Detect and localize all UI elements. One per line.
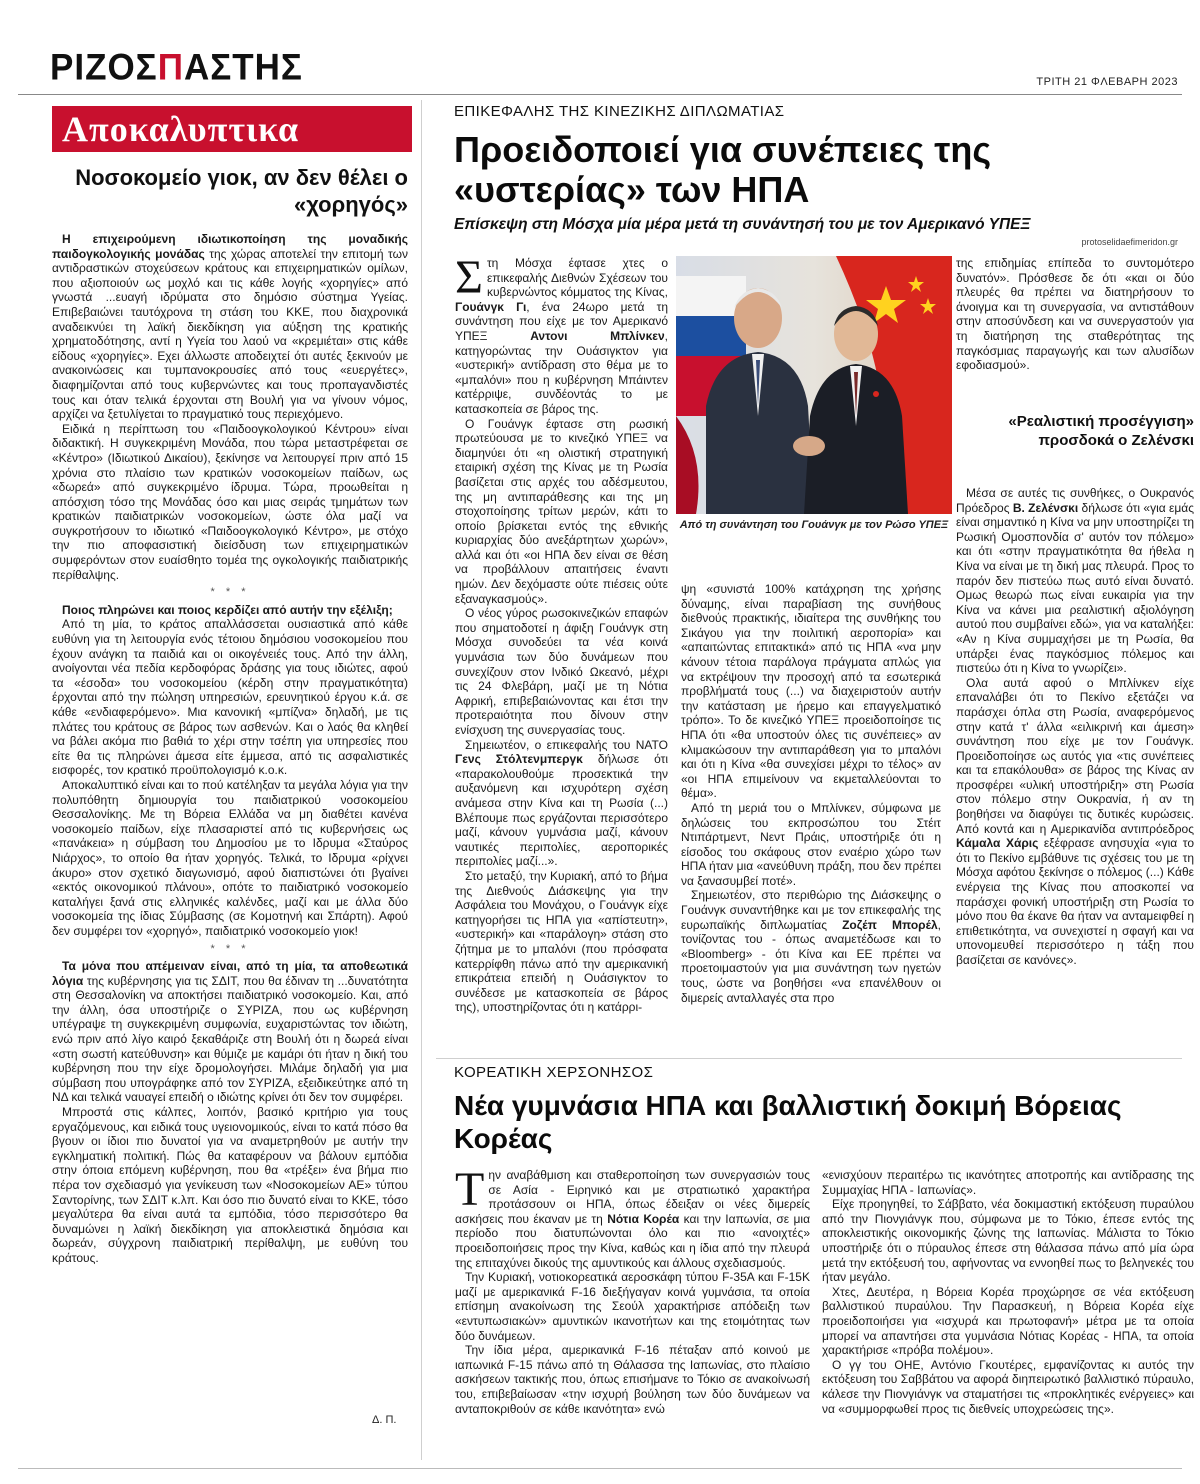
story2-headline: Νέα γυμνάσια ΗΠΑ και βαλλιστική δοκιμή Βόρειας Κορέας bbox=[454, 1090, 1122, 1154]
left-headline: Νοσοκομείο γιοκ, αν δεν θέλει ο «χορηγός» bbox=[75, 165, 408, 217]
drop-cap: Σ bbox=[455, 251, 483, 304]
masthead-mark: Π bbox=[157, 47, 184, 88]
story1-subhead: Επίσκεψη στη Μόσχα μία μέρα μετά τη συνάντησή του με τον Αμερικανό ΥΠΕΞ bbox=[454, 216, 1031, 233]
section-separator: * * * bbox=[210, 942, 250, 955]
story-separator-rule bbox=[436, 1058, 1182, 1059]
photo-caption: Από τη συνάντηση του Γουάνγκ με τον Ρώσο ΥΠΕΞ bbox=[679, 519, 949, 531]
story1-headline: Προειδοποιεί για συνέπειες της «υστερίας» των ΗΠΑ bbox=[454, 129, 992, 210]
story1-intertitle: «Ρεαλιστική προσέγγιση» προσδοκά ο Ζελένσκι bbox=[1008, 413, 1194, 449]
story2-kicker: ΚΟΡΕΑΤΙΚΗ ΧΕΡΣΟΝΗΣΟΣ bbox=[454, 1064, 654, 1081]
masthead-logo: ΡΙΖΟΣΠΑΣΤΗΣ bbox=[50, 47, 303, 88]
left-article-body: Η επιχειρούμενη ιδιωτικοποίηση της μοναδικής παιδογκολογικής μονάδας της χώρας αποτελεί την επιτομή των αντιδραστικών στοχεύσεων κράτους και επιχειρηματικών ομίλων, που αξιοποιούν ως μοχλό και τις κάθε λογής «χορηγίες» από γνωστά ...ευαγή ιδρύματα στο δημόσιο σύστημα Υγείας. Επιβεβαιώνει ταυτόχρονα τη στάση του ΚΚΕ, που διαχρονικά αναδεικνύει τη λαϊκή διεκδίκηση για αύξηση της κρατικής χρηματοδότησης, αντί η Υγεία του λαού να «κρεμιέται» στις κάθε είδους «χορηγίες». Εχει άλλωστε αποδειχτεί ότι αυτές ξεκινούν με ανακοινώσεις και τυμπανοκρουσίες από τους «ευεργέτες», διαφημίζονται από τους κυβερνώντες και τους προπαγανδιστές τους και όταν τελικά έρχονται στη Βουλή για να γίνουν νόμος, αρχίζει να ξετυλίγεται το πραγματικό τους περιεχόμενο. Ειδικά η περίπτωση του «Παιδοογκολογικού Κέντρου» είναι διδακτική. Η συγκεκριμένη Μονάδα, που τώρα μεταστρέφεται σε «Κέντρο» (Ιδιωτικού Δικαίου), ξεκίνησε να λειτουργεί πριν από 15 χρόνια στο πλαίσιο των κρατικών νοσοκομείων παίδων, ως «δωρεά» από συγκεκριμένο ίδρυμα. Τώρα, προωθείται η απόσχιση τόσο της Μονάδας όσο και μιας σειράς τμημάτων των κρατικών παιδιατρικών νοσοκομείων, ώστε όλα μαζί να συγκροτήσουν το ιδιωτικό «Παιδοογκολογικό Κέντρο», με στόχο την πιο αποφασιστική διείσδυση των επιχειρηματικών συμφερόντων στον ευαίσθητο τομέα της ογκολογικής παιδιατρικής περίθαλψης. * * * Ποιος πληρώνει και ποιος κερδίζει από αυτήν την εξέλιξη; Από τη μία, το κράτος απαλλάσσεται ουσιαστικά από κάθε ευθύνη για τη λειτουργία ενός τέτοιου δημόσιου νοσοκομείου που έχουν ανάγκη τα παιδιά και οι οικογένειές τους. Από την άλλη, ανοίγονται νέα πεδία κερδοφόρας δράσης για τους ιδιώτες, αφού τα «έσοδα» του νοσοκομείου (κέρδη στην πραγματικότητα) έρχονται από την πώληση υπηρεσιών, ερευνητικού έργου κ.ά. σε κάθε «ενδιαφερόμενο». Μια κανονική «μπίζνα» δηλαδή, με τις πλάτες του κράτους σε βάρος των ασθενών. Και ο λαός θα κληθεί να βάλει ακόμα πιο βαθιά το χέρι στην τσέπη για υπηρεσίες που είτε θα τις πληρώνει άμεσα είτε έμμεσα, από τις ασφαλιστικές εισφορές, τον κρατικό προϋπολογισμό κ.ο.κ. Αποκαλυπτικό είναι και το πού κατέληξαν τα μεγάλα λόγια για την πολυπόθητη δημιουργία του παιδιατρικού νοσοκομείου Θεσσαλονίκης. Με τη Βόρεια Ελλάδα να μη διαθέτει κανένα νοσοκομείο παίδων, είχε πλασαριστεί από τις κυβερνήσεις ως «πανάκεια» η σύμβαση του Δημοσίου με το Ιδρυμα «Σταύρος Νιάρχος», το οποίο θα ήταν χορηγός. Τελικά, το Ιδρυμα «ρίχνει άκυρο» στον σχετικό διαγωνισμό, αφού διαπιστώνει ότι βγαίνει «εκτός οικονομικού πλάνου», οπότε το παιδιατρικό νοσοκομείο καταλήγει ξανά στις ελληνικές καλένδες, μαζί και με άλλα δύο νοσοκομεία της ίδιας Σύμβασης (σε Κομοτηνή και Σπάρτη). Αφού δεν συμφέρει τον «χορηγό», παιδιατρικό νοσοκομείο γιοκ! * * * Τα μόνα που απέμειναν είναι, από τη μία, τα αποθεωτικά λόγια της κυβέρνησης για τις ΣΔΙΤ, που θα έδιναν τη ...δυνατότητα στη Θεσσαλονίκη να αποκτήσει παιδιατρικό νοσοκομείο. Και, από την άλλη, όσα υποστήριζε ο ΣΥΡΙΖΑ, που ως κυβέρνηση υπέγραψε τη συγκεκριμένη συμφωνία, ευχαριστώντας τον ιδιώτη, ενώ πριν από λίγο καιρό ξεκαθάριζε στη Βουλή ότι η δωρεά είναι «στη σωστή κατεύθυνση» και θύμιζε με καμάρι ότι ήταν η δική του κυβέρνηση που την είχε δρομολογήσει. Μιλάμε δηλαδή για μια σύμβαση που υπογράφηκε από τον ΣΥΡΙΖΑ, εξειδικεύτηκε από τη ΝΔ και τελικά ναυαγεί επειδή ο ιδιώτης κρίνει ότι δεν τον συμφέρει. Μπροστά στις κάλπες, λοιπόν, βασικό κριτήριο για τους εργαζόμενους, και ειδικά τους υγειονομικούς, είναι το κατά πόσο θα βγουν οι ίδιοι πιο δυνατοί για να αναμετρηθούν με αυτήν την εγκληματική πολιτική. Πώς θα καταφέρουν να βάλουν εμπόδια στην όποια επόμενη κυβέρνηση, που θα «τρέξει» ένα βήμα πιο πέρα τον σχεδιασμό για γενίκευση των «Νοσοκομείων ΑΕ» τύπου Σαντορίνης, των ΣΔΙΤ κ.λπ. Και όσο πιο δυνατό είναι το ΚΚΕ, τόσο μεγαλύτερα θα είναι αυτά τα εμπόδια, τόσο περισσότερο θα δυναμώνει η λαϊκή διεκδίκηση για αποκλειστικά δημόσια και δωρεάν, σύγχρονη παιδιατρική περίθαλψη, με ευθύνη του κράτους. bbox=[52, 232, 409, 1265]
story1-kicker: ΕΠΙΚΕΦΑΛΗΣ ΤΗΣ ΚΙΝΕΖΙΚΗΣ ΔΙΠΛΩΜΑΤΙΑΣ bbox=[454, 103, 785, 120]
author-signature: Δ. Π. bbox=[372, 1414, 397, 1426]
masthead-rule bbox=[18, 94, 1182, 95]
story2-column-2: «ενισχύουν περαιτέρω τις ικανότητες αποτροπής και αντίδρασης της Συμμαχίας ΗΠΑ - Ιαπωνίας». Είχε προηγηθεί, το Σάββατο, νέα δοκιμαστική εκτόξευση πυραύλου από την Πιονγιάνγκ που, σύμφωνα με το Τόκιο, έπεσε εντός της αποκλειστικής οικονομικής ζώνης της Ιαπωνίας. Μάλιστα το Τόκιο υποστήριξε ότι ο πύραυλος έπεσε στη θάλασσα πάνω από μία ώρα μετά την εκτόξευσή του, αφήνοντας να εννοηθεί πως το βεληνεκές του ήταν μεγάλο. Χτες, Δευτέρα, η Βόρεια Κορέα προχώρησε σε νέα εκτόξευση βαλλιστικού πυραύλου. Την Παρασκευή, η Βόρεια Κορέα είχε προειδοποιήσει για «ισχυρά και πρωτοφανή» μέτρα με τα οποία μπορεί να απαντήσει στα γυμνάσια Νότιας Κορέας - ΗΠΑ, τα οποία χαρακτήρισε «πρόβα πολέμου». Ο γγ του ΟΗΕ, Αντόνιο Γκουτέρες, εμφανίζοντας κι αυτός την εκτόξευση του Σαββάτου να αφορά διηπειρωτικό βαλλιστικό πύραυλο, κάλεσε την Πιονγιάνγκ να σταματήσει τις «προκλητικές ενέργειες» και να «συμμορφωθεί προς τις διεθνείς υποχρεώσεις της». bbox=[822, 1168, 1194, 1416]
story2-column-1: Την αναβάθμιση και σταθεροποίηση των συνεργασιών τους σε Ασία - Ειρηνικό και με στρατιωτικό χαρακτήρα προτάσσουν οι ΗΠΑ, όπως έδειξαν οι νέες διμερείς ασκήσεις που έκαναν με τη Νότια Κορέα και την Ιαπωνία, σε μια περίοδο που διατυπώνονται όλο και πιο «ανοιχτές» προειδοποιήσεις προς την Κίνα, καθώς και η ίδια από την πλευρά της επιταχύνει δικούς της αμυντικούς και άλλους σχεδιασμούς. Την Κυριακή, νοτιοκορεατικά αεροσκάφη τύπου F-35A και F-15K μαζί με αμερικανικά F-16 διεξήγαγαν κοινά γυμνάσια, τα οποία επίσημη ανακοίνωση της Σεούλ χαρακτήρισε απόδειξη των «εντυπωσιακών» αμυντικών ικανοτήτων και της ετοιμότητας των δύο δυνάμεων. Την ίδια μέρα, αμερικανικά F-16 πέταξαν από κοινού με ιαπωνικά F-15 πάνω από τη Θάλασσα της Ιαπωνίας, στο πλαίσιο ασκήσεων τακτικής που, όπως επισήμανε το Τόκιο σε ανακοίνωσή του, επιβεβαίωσαν «την ισχυρή βούληση των δύο δυνάμεων να ανταποκριθούν σε κάθε ικανότητα» ενώ bbox=[455, 1163, 811, 1416]
source-watermark: protoselidaefimeridon.gr bbox=[1081, 237, 1178, 247]
handshake-icon bbox=[793, 436, 825, 456]
section-banner: Αποκαλυπτικα bbox=[52, 106, 412, 152]
story1-column-3-continued: Μέσα σε αυτές τις συνθήκες, ο Ουκρανός Πρόεδρος Β. Ζελένσκι δήλωσε ότι «για εμάς είναι σημαντικό η Κίνα να μην υποστηρίζει τη Ρωσική Ομοσπονδία σ' αυτόν τον πόλεμο» και ότι «στην πραγματικότητα θα ήθελα η Κίνα να είναι με τη δική μας πλευρά. Προς το παρόν δεν πιστεύω πως αυτό είναι δυνατό. Ομως θεωρώ πως είναι ευκαιρία για την Κίνα να κάνει μια ρεαλιστική αξιολόγηση αυτού που συμβαίνει εδώ», για να καταλήξει: «Αν η Κίνα συμμαχήσει με τη Ρωσία, θα υπάρξει ένας παγκόσμιος πόλεμος και πιστεύω ότι η Κίνα το γνωρίζει». Ολα αυτά αφού ο Μπλίνκεν είχε επαναλάβει ότι το Πεκίνο εξετάζει να παράσχει όπλα στη Ρωσία, αναφερόμενος στην κατά τ' άλλα «ειλικρινή και άμεση» συνάντηση που είχε με τον Γουάνγκ. Προειδοποίησε ως αυτός για «τις συνέπειες και τα επακόλουθα» σε βάρος της Κίνας αν προσφέρει «υλική υποστήριξη» στη Ρωσία στον πόλεμο στην Ουκρανία, ή αν τη βοηθήσει να διαφύγει τις δυτικές κυρώσεις. Από κοντά και η Αμερικανίδα αντιπρόεδρος Κάμαλα Χάρις εξέφρασε ανησυχία «για το ότι το Πεκίνο εμβάθυνε τις σχέσεις του με τη Μόσχα αφότου ξεκίνησε ο πόλεμος (...) Κάθε ενέργεια της Κίνας που αποσκοπεί να παράσχει φονική υποστήριξη στη Ρωσία το μόνο που θα έκανε θα ήταν να ανταμειφθεί η επιθετικότητα, να συνεχιστεί η σφαγή και να υπονομευθεί περισσότερο η τάξη που βασίζεται σε κανόνες». bbox=[956, 486, 1195, 967]
story1-column-2: ψη «συνιστά 100% κατάχρηση της χρήσης δύναμης, είναι παραβίαση της συνήθους διεθνούς πρακτικής, ιδιαίτερα της συνθήκης του Σικάγου για την ποιλιτική αεροπορία» και «απαιτώντας επιτακτικά» από τις ΗΠΑ «να μην κάνουν τέτοια παράλογα πράγματα απλώς για να εκτρέψουν την προσοχή από τα εσωτερικά προβλήματά τους (...) να διαχειριστούν αυτήν την κατάσταση με ήρεμο και επαγγελματικό τρόπο». Το δε κινεζικό ΥΠΕΞ προειδοποίησε τις ΗΠΑ ότι «θα υποστούν όλες τις συνέπειες» αν κλιμακώσουν την αντιπαράθεση για το μπαλόνι και ότι η Κίνα «θα συνεχίσει μέχρι το τέλος» αν «οι ΗΠΑ επιμείνουν να εκμεταλλεύονται το θέμα». Από τη μεριά του ο Μπλίνκεν, σύμφωνα με δηλώσεις του εκπροσώπου του Στέιτ Ντιπάρτμεντ, Νεντ Πράις, υποστήριξε ότι η είσοδος του σκάφους στον εναέριο χώρο των ΗΠΑ ήταν μια «ανεύθυνη πράξη, που δεν πρέπει να ξανασυμβεί ποτέ». Σημειωτέον, στο περιθώριο της Διάσκεψης ο Γουάνγκ συναντήθηκε και με τον επικεφαλής της ευρωπαϊκής διπλωματίας Ζοζέπ Μπορέλ, τονίζοντας του - όπως αναμετέδωσε και το «Bloomberg» - ότι Κίνα και ΕΕ πρέπει να προετοιμαστούν για μια συνάντηση των ηγετών τους, ώστε να βοηθήσει «να επανέλθουν οι διμερείς ανταλλαγές στα προ bbox=[681, 582, 942, 1005]
news-photo-diplomats-handshake bbox=[676, 256, 952, 514]
story1-column-3: της επιδημίας επίπεδα το συντομότερο δυνατόν». Πρόσθεσε δε ότι «και οι δύο πλευρές θα πρέπει να διατηρήσουν το άνοιγμα και τη συνεργασία, να αντιστάθουν στην αποσύνδεση και να συνεργαστούν για τη διατήρηση της σταθερότητας της παγκόσμιας παραγωγής και των αλυσίδων εφοδιασμού». bbox=[956, 256, 1194, 373]
section-separator: * * * bbox=[210, 586, 250, 599]
column-divider bbox=[421, 100, 422, 1460]
drop-cap: Τ bbox=[455, 1163, 485, 1216]
story1-column-1: Στη Μόσχα έφτασε χτες ο επικεφαλής Διεθνών Σχέσεων του κυβερνώντος κόμματος της Κίνας, Γουάνγκ Γι, ένα 24ωρο μετά τη συνάντηση που είχε με τον Αμερικανό ΥΠΕΞ Αντονι Μπλίνκεν, κατηγορώντας την Ουάσιγκτον για «υστερική» αντίδραση στο θέμα με το «μπαλόνι» που η κυβέρνηση Μπάιντεν κατέρριψε, συνδέοντάς το με κατασκοπεία σε βάρος της. Ο Γουάνγκ έφτασε στη ρωσική πρωτεύουσα με το κινεζικό ΥΠΕΞ να διαμηνύει ότι «η ολιστική στρατηγική εταιρική σχέση της Κίνας με τη Ρωσία βασίζεται στις αρχές του αδέσμευτου, της μη αντιπαράθεσης και της μη στοχοποίησης τρίτων μερών, κάτι το οποίο βρίσκεται εντός της εθνικής κυριαρχίας δύο ανεξάρτητων χωρών», αλλά και ότι «οι ΗΠΑ δεν είναι σε θέση να προβάλλουν απαιτήσεις έναντι ημών. Δεν δεχόμαστε ούτε πιέσεις ούτε εξαναγκασμούς». Ο νέος γύρος ρωσοκινεζικών επαφών που σηματοδοτεί η άφιξη Γουάνγκ στη Μόσχα συνοδεύει τα νέα κοινά γυμνάσια των δύο δυνάμεων που συνεχίζουν στον Ινδικό Ωκεανό, μέχρι τις 24 Φλεβάρη, μαζί με τη Νότια Αφρική, επιβεβαιώνοντας και έτσι την προτεραιότητα που δίνουν στην ενίσχυση της συνεργασίας τους. Σημειωτέον, ο επικεφαλής του ΝΑΤΟ Γενς Στόλτενμπεργκ δήλωσε ότι «παρακολουθούμε προσεκτικά την αυξανόμενη και ισχυρότερη σχέση ανάμεσα στην Κίνα και τη Ρωσία (...) Βλέπουμε πως εργάζονται περισσότερο μαζί, κάνουν γυμνάσια μαζί, κάνουν ναυτικές περιπολίες, αεροπορικές περιπολίες μαζί...». Στο μεταξύ, την Κυριακή, από το βήμα της Διεθνούς Διάσκεψης για την Ασφάλεια του Μονάχου, ο Γουάνγκ είχε κατηγορήσει τις ΗΠΑ για «απίστευτη», «υστερική» και «παράλογη» στάση στο ζήτημα με το μπαλόνι (που πρόσφατα κατερρίφθη πάνω από την αμερικανική επικράτεια επειδή η Ουάσιγκτον το συνέδεσε με κατασκοπεία σε βάρος της), υποστηρίζοντας ότι η κατάρρι- bbox=[455, 251, 669, 1015]
issue-date: ΤΡΙΤΗ 21 ΦΛΕΒΑΡΗ 2023 bbox=[1036, 76, 1178, 88]
page-bottom-rule bbox=[18, 1468, 1182, 1469]
